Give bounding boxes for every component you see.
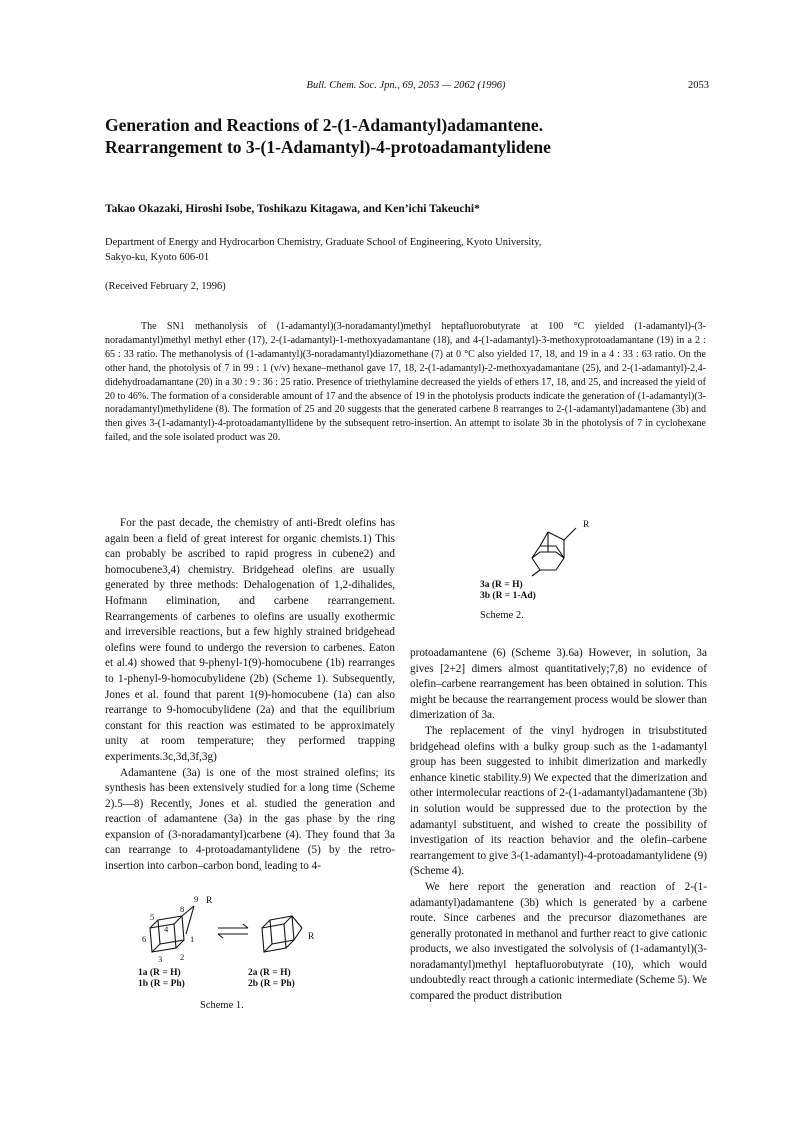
label-1b: 1b (R = Ph)	[138, 979, 185, 989]
journal-citation: Bull. Chem. Soc. Jpn., 69, 2053 — 2062 (1996)	[306, 80, 506, 91]
body-column-right	[410, 646, 707, 1005]
homocubene-structures	[130, 894, 360, 974]
locant-6: 6	[142, 934, 147, 944]
scheme2-r-substituent: R	[583, 520, 590, 530]
paragraph-report: We here report the generation and reaction of 2-(1-adamantyl)adamantene (3b) which is generated by a carbene route. Since carbenes and the precursor diazomethanes are generally protonated in methanol and further react to give cationic products, we also investigated the solvolysis of (1-adamantyl)(3-noradamantyl)methyl heptafluorobutyrate (10), which would undoubtedly react through a cationic intermediate (Scheme 5). We compared the product distribution	[410, 880, 707, 1003]
label-3b: 3b (R = 1-Ad)	[480, 591, 536, 601]
author-list: Takao Okazaki, Hiroshi Isobe, Toshikazu Kitagawa, and Ken’ichi Takeuchi*	[105, 203, 480, 215]
scheme2-caption: Scheme 2.	[480, 610, 524, 621]
scheme1-r-right: R	[308, 932, 315, 942]
locant-1: 1	[190, 934, 195, 944]
adamantene-structure	[480, 518, 630, 588]
running-header	[103, 80, 709, 94]
paragraph-protoadamantene: protoadamantene (6) (Scheme 3).6a) However, in solution, 3a gives [2+2] dimers almost quantitatively;7,8) no evidence of olefin–carbene rearrangement has been obtained in solution. This might be because the rearrangement process would be slower than dimerization of 3a.	[410, 647, 707, 722]
locant-4: 4	[164, 924, 169, 934]
affiliation-line-2: Sakyo-ku, Kyoto 606-01	[105, 252, 210, 263]
paragraph-replacement: The replacement of the vinyl hydrogen in trisubstituted bridgehead olefins with a bulky group such as the 1-adamantyl group has been suggested to inhibit dimerization and markedly enhance kinetic stability.9) We expected that the dimerization and other intermolecular reactions of 2-(1-adamantyl)adamantene (3b) in solution would be suppressed due to the protection by the adamantyl substituent, and wished to create the possibility of investigation of its reaction behavior and the olefin–carbene rearrangement to give 3-(1-adamantyl)-4-protoadamantylidene (9) (Scheme 4).	[410, 724, 707, 878]
paragraph-adamantene: Adamantene (3a) is one of the most strained olefins; its synthesis has been extensively studied for a long time (Scheme 2).5—8) Recently, Jones et al. studied the generation and reaction of adamantene (3a) in the gas phase by the ring expansion of (3-noradamantyl)carbene (4). They found that 3a can rearrange to 4-protoadamantylidene (5) by the retro-insertion into carbon–carbon bond, leading to 4-	[105, 766, 395, 873]
label-1a: 1a (R = H)	[138, 968, 181, 978]
scheme-2	[480, 518, 630, 630]
received-date: (Received February 2, 1996)	[105, 281, 226, 292]
title-line-1: Generation and Reactions of 2-(1-Adamantyl)adamantene.	[105, 115, 543, 135]
scheme1-r-left: R	[206, 896, 213, 906]
locant-3: 3	[158, 954, 163, 964]
locant-5: 5	[150, 912, 155, 922]
paragraph-intro: For the past decade, the chemistry of anti-Bredt olefins has again been a field of great interest for organic chemists.1) This can probably be ascribed to rapid progress in cubene2) and homocubene3,4) chemistry. Bridgehead olefins are usually generated by three methods: Dehalogenation of 1,2-dihalides, Hofmann elimination, and carbene rearrangement. Rearrangements of carbenes to olefins are usually exothermic and irreversible reactions, but a few highly strained bridgehead olefins were found to undergo the reversion to carbenes. Eaton et al.4) showed that 9-phenyl-1(9)-homocubene (1b) rearranges to 1-phenyl-9-homocubylidene (2b) (Scheme 1). Subsequently, Jones et al. found that parent 1(9)-homocubene (1a) can also rearrange to 9-homocubylidene (2a) and that the equilibrium constant for this reaction was estimated to be approximately unity at room temperature; they performed trapping experiments.3c,3d,3f,3g)	[105, 517, 395, 763]
scheme1-caption: Scheme 1.	[200, 1000, 244, 1011]
abstract: The SN1 methanolysis of (1-adamantyl)(3-noradamantyl)methyl heptafluorobutyrate at 100 °C yielded (1-adamantyl)-(3-noradamantyl)methyl methyl ether (17), 2-(1-adamantyl)-1-methoxyadamantane (18), and 4-(1-adamantyl)-3-methoxyprotoadamantane (19) in a 2 : 65 : 33 ratio. The methanolysis of (1-adamantyl)(3-noradamantyl)diazomethane (7) at 0 °C also yielded 17, 18, and 19 in a 4 : 33 : 63 ratio. On the other hand, the photolysis of 7 in 99 : 1 (v/v) hexane–methanol gave 17, 18, 2-(1-adamantyl)-2-methoxyadamantane (25), and 2-(1-adamantyl)-2,4-didehydroadamantane (20) in a 30 : 9 : 36 : 25 ratio. Presence of triethylamine decreased the yields of ethers 17, 18, and 25, and increased the yield of 20 to 46%. The formation of a considerable amount of 17 and the absence of 19 in the photolysis products indicate the generation of (1-adamantyl)(3-noradamantyl)methylidene (8). The formation of 25 and 20 suggests that the generated carbene 8 rearranges to 2-(1-adamantyl)adamantene (3b) and then gives 3-(1-adamantyl)-4-protoadamantyllidene by the subsequent retro-insertion. An attempt to isolate 3b in the photolysis of 7 in cyclohexane failed, and the sole isolated product was 20.	[105, 321, 706, 444]
affiliation	[105, 235, 705, 265]
locant-9: 9	[194, 894, 199, 904]
locant-2: 2	[180, 952, 185, 962]
page-number: 2053	[688, 80, 709, 91]
body-column-left	[105, 516, 395, 875]
label-2a: 2a (R = H)	[248, 968, 291, 978]
affiliation-line-1: Department of Energy and Hydrocarbon Chemistry, Graduate School of Engineering, Kyoto University,	[105, 237, 542, 248]
title-line-2: Rearrangement to 3-(1-Adamantyl)-4-protoadamantylidene	[105, 137, 551, 157]
article-title	[105, 114, 705, 158]
label-3a: 3a (R = H)	[480, 580, 523, 590]
locant-8: 8	[180, 904, 185, 914]
scheme-1	[130, 894, 360, 1036]
label-2b: 2b (R = Ph)	[248, 979, 295, 989]
